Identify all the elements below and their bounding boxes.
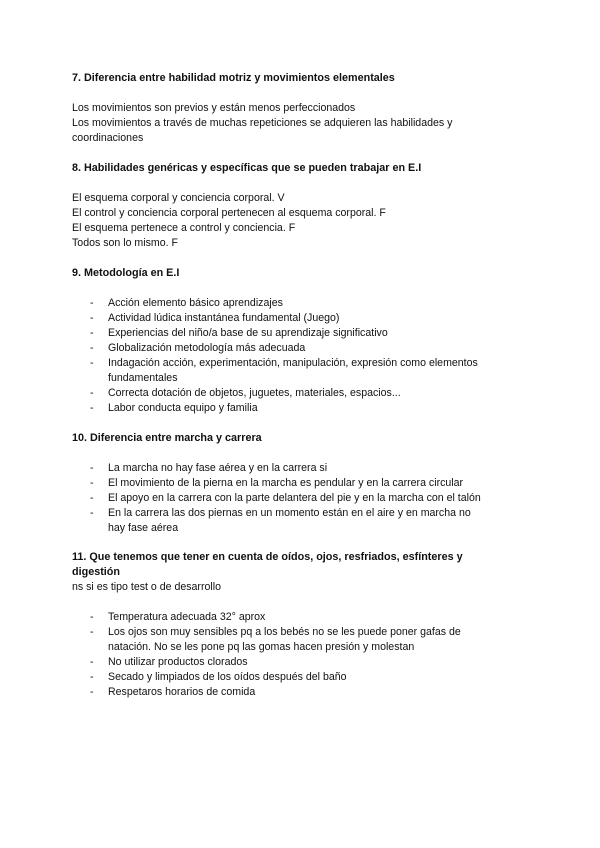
dash-bullet: -: [90, 342, 94, 354]
dash-bullet: -: [90, 492, 94, 504]
list-item: [72, 476, 490, 491]
dash-bullet: -: [90, 477, 94, 489]
bullet-list: [72, 296, 490, 416]
dash-bullet: -: [90, 671, 94, 683]
section-heading: 10. Diferencia entre marcha y carrera: [72, 432, 262, 444]
list-item: [72, 670, 490, 685]
list-item: [72, 685, 490, 700]
section-heading: 9. Metodología en E.I: [72, 267, 180, 279]
list-item-text: Indagación acción, experimentación, manipulación, expresión como elementos fundamentales: [108, 357, 478, 384]
list-item: [72, 401, 490, 416]
section-10: [72, 431, 490, 536]
section-8: [72, 161, 490, 251]
dash-bullet: -: [90, 507, 94, 519]
section-heading: 11. Que tenemos que tener en cuenta de oídos, ojos, resfriados, esfínteres y digestión: [72, 551, 463, 578]
dash-bullet: -: [90, 327, 94, 339]
list-item: [72, 625, 490, 655]
list-item: [72, 386, 490, 401]
section-heading: 7. Diferencia entre habilidad motriz y movimientos elementales: [72, 72, 395, 84]
dash-bullet: -: [90, 462, 94, 474]
body-line: El esquema pertenece a control y conciencia. F: [72, 222, 296, 234]
dash-bullet: -: [90, 402, 94, 414]
body-line: Los movimientos a través de muchas repeticiones se adquieren las habilidades y coordinaciones: [72, 117, 453, 144]
section-note: ns si es tipo test o de desarrollo: [72, 581, 221, 593]
list-item-text: El movimiento de la pierna en la marcha es pendular y en la carrera circular: [108, 477, 464, 489]
list-item-text: No utilizar productos clorados: [108, 656, 248, 668]
dash-bullet: -: [90, 656, 94, 668]
list-item: [72, 296, 490, 311]
list-item-text: Temperatura adecuada 32° aprox: [108, 611, 266, 623]
body-line: Todos son lo mismo. F: [72, 237, 178, 249]
section-11: [72, 550, 490, 700]
list-item-text: El apoyo en la carrera con la parte delantera del pie y en la marcha con el talón: [108, 492, 481, 504]
body-line: El control y conciencia corporal pertenecen al esquema corporal. F: [72, 207, 386, 219]
body-line: Los movimientos son previos y están menos perfeccionados: [72, 102, 356, 114]
list-item-text: Correcta dotación de objetos, juguetes, materiales, espacios...: [108, 387, 401, 399]
list-item-text: Los ojos son muy sensibles pq a los bebés no se les puede poner gafas de natación. No se les pone pq las gomas hacen presión y molestan: [108, 626, 461, 653]
bullet-list: [72, 610, 490, 700]
list-item: [72, 356, 490, 386]
section-9: [72, 266, 490, 416]
dash-bullet: -: [90, 686, 94, 698]
list-item-text: Respetaros horarios de comida: [108, 686, 256, 698]
list-item-text: Actividad lúdica instantánea fundamental (Juego): [108, 312, 340, 324]
section-body: [72, 191, 490, 251]
section-body: [72, 101, 490, 146]
dash-bullet: -: [90, 387, 94, 399]
section-7: [72, 71, 490, 146]
list-item: [72, 311, 490, 326]
dash-bullet: -: [90, 626, 94, 638]
dash-bullet: -: [90, 357, 94, 369]
list-item: [72, 491, 490, 506]
bullet-list: [72, 461, 490, 536]
list-item-text: Secado y limpiados de los oídos después del baño: [108, 671, 347, 683]
list-item-text: La marcha no hay fase aérea y en la carrera si: [108, 462, 328, 474]
dash-bullet: -: [90, 312, 94, 324]
section-heading: 8. Habilidades genéricas y específicas que se pueden trabajar en E.I: [72, 162, 422, 174]
list-item-text: Acción elemento básico aprendizajes: [108, 297, 283, 309]
body-line: El esquema corporal y conciencia corporal. V: [72, 192, 285, 204]
list-item: [72, 461, 490, 476]
list-item-text: Labor conducta equipo y familia: [108, 402, 258, 414]
list-item-text: Globalización metodología más adecuada: [108, 342, 306, 354]
list-item: [72, 341, 490, 356]
dash-bullet: -: [90, 611, 94, 623]
list-item: [72, 655, 490, 670]
list-item-text: En la carrera las dos piernas en un momento están en el aire y en marcha no hay fase aérea: [108, 507, 471, 534]
dash-bullet: -: [90, 297, 94, 309]
list-item: [72, 610, 490, 625]
list-item-text: Experiencias del niño/a base de su aprendizaje significativo: [108, 327, 388, 339]
list-item: [72, 326, 490, 341]
list-item: [72, 506, 490, 536]
